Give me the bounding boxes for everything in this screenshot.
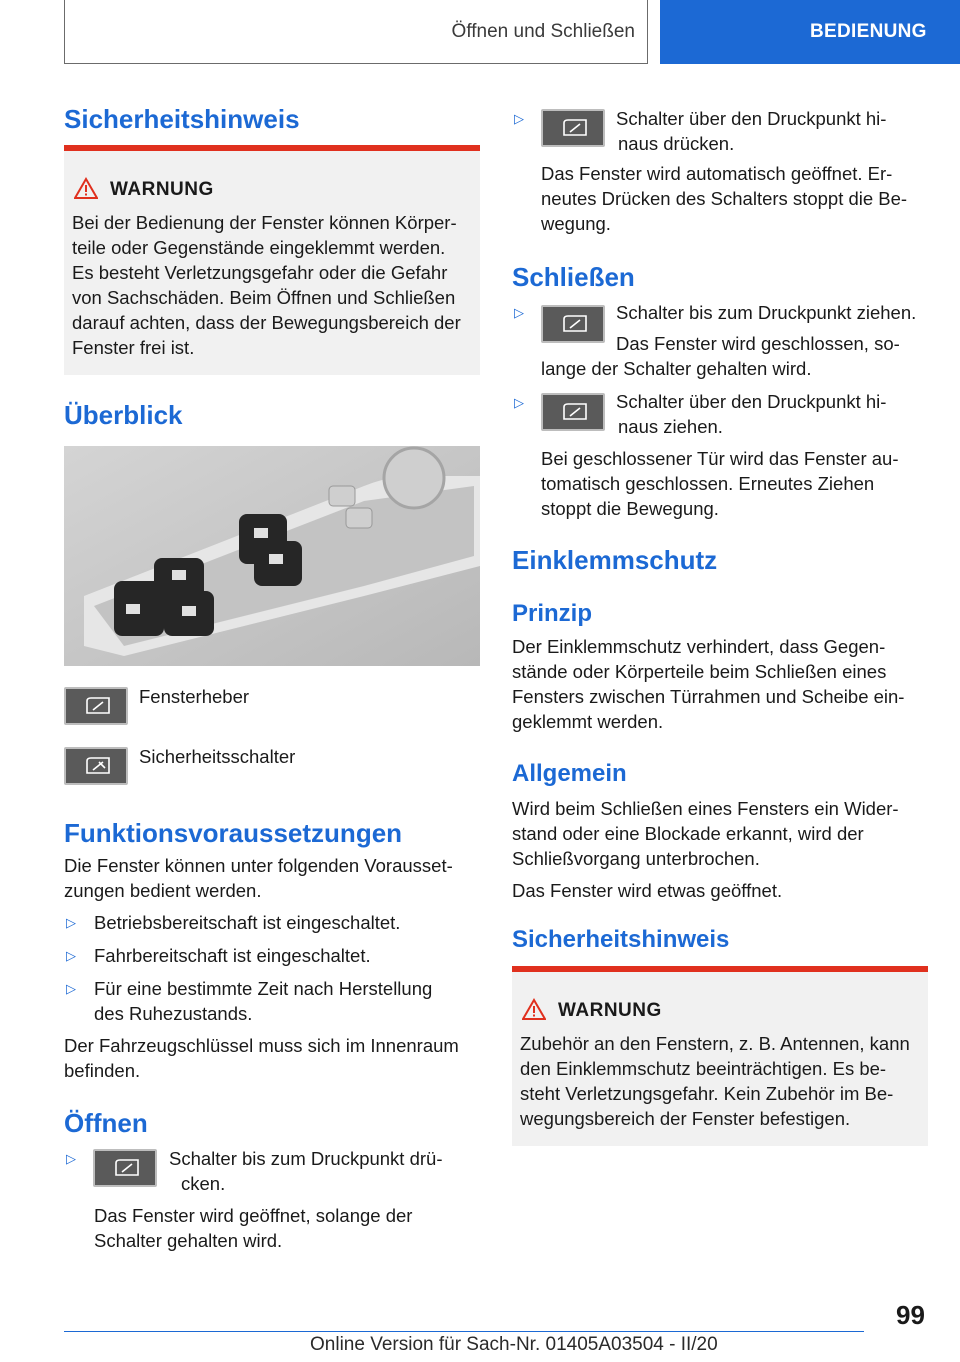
warning-line: Bei der Bedienung der Fenster können Körper- bbox=[72, 212, 457, 233]
close-item-1-note: lange der Schalter gehalten wird. bbox=[541, 358, 812, 379]
close-item-2 bbox=[616, 389, 886, 439]
header-section-title: Öffnen und Schließen bbox=[451, 20, 635, 42]
bullet-arrow-icon: ▷ bbox=[514, 111, 524, 126]
footer-online-version: Online Version für Sach-Nr. 01405A03504 - II/20 bbox=[310, 1334, 718, 1355]
warning-triangle-icon bbox=[522, 998, 546, 1020]
warning-box-1 bbox=[64, 145, 480, 375]
func-intro bbox=[64, 853, 480, 903]
window-lifter-icon bbox=[541, 109, 605, 147]
text-line: Fensters zwischen Türrahmen und Scheibe ein- bbox=[512, 686, 905, 707]
warning-text bbox=[520, 1031, 924, 1131]
heading-pinch-protection: Einklemmschutz bbox=[512, 545, 718, 575]
text-line: stand oder eine Blockade erkannt, wird der bbox=[512, 823, 864, 844]
text-line: Der Fahrzeugschlüssel muss sich im Innenraum bbox=[64, 1035, 459, 1056]
warning-triangle-icon bbox=[74, 177, 98, 199]
heading-safety-2: Sicherheitshinweis bbox=[512, 926, 730, 953]
text-line: Schalter gehalten wird. bbox=[94, 1230, 283, 1251]
safety-switch-icon bbox=[64, 747, 128, 785]
heading-overview: Überblick bbox=[64, 400, 183, 430]
text-line: Schließvorgang unterbrochen. bbox=[512, 848, 760, 869]
heading-principle: Prinzip bbox=[512, 600, 593, 627]
window-lifter-icon bbox=[541, 305, 605, 343]
text-line: Wird beim Schließen eines Fensters ein Wider- bbox=[512, 798, 899, 819]
text-line: naus ziehen. bbox=[618, 416, 723, 437]
open-item-1-note bbox=[94, 1203, 412, 1253]
warning-line: Zubehör an den Fenstern, z. B. Antennen, kann bbox=[520, 1033, 910, 1054]
text-line: stoppt die Bewegung. bbox=[541, 498, 719, 519]
header-chapter-title: BEDIENUNG bbox=[810, 21, 927, 42]
text-line: tomatisch geschlossen. Erneutes Ziehen bbox=[541, 473, 875, 494]
window-lifter-icon bbox=[93, 1149, 157, 1187]
warning-line: Fenster frei ist. bbox=[72, 337, 195, 358]
text-line: Schalter über den Druckpunkt hi- bbox=[616, 108, 887, 129]
heading-general: Allgemein bbox=[512, 760, 627, 787]
text-line: Für eine bestimmte Zeit nach Herstellung bbox=[94, 978, 433, 999]
warning-line: darauf achten, dass der Bewegungsbereich der bbox=[72, 312, 461, 333]
func-item-1: Betriebsbereitschaft ist eingeschaltet. bbox=[94, 912, 401, 933]
func-note bbox=[64, 1033, 480, 1083]
func-item-2: Fahrbereitschaft ist eingeschaltet. bbox=[94, 945, 371, 966]
text-line: Schalter bis zum Druckpunkt drü- bbox=[169, 1148, 443, 1169]
text-line: Das Fenster wird geschlossen, so- bbox=[616, 333, 900, 354]
bullet-arrow-icon: ▷ bbox=[514, 305, 524, 320]
general-text bbox=[512, 796, 928, 871]
text-line: neutes Drücken des Schalters stoppt die Be- bbox=[541, 188, 908, 209]
warning-line: den Einklemmschutz beeinträchtigen. Es be- bbox=[520, 1058, 887, 1079]
text-line: cken. bbox=[181, 1173, 226, 1194]
open-item-2-note bbox=[541, 161, 907, 236]
window-lifter-icon bbox=[64, 687, 128, 725]
func-item-3 bbox=[94, 976, 432, 1026]
warning-box-2 bbox=[512, 966, 928, 1146]
warning-label: WARNUNG bbox=[110, 179, 214, 200]
text-line: Der Einklemmschutz verhindert, dass Gegen- bbox=[512, 636, 886, 657]
warning-line: teile oder Gegenstände eingeklemmt werden. bbox=[72, 237, 446, 258]
text-line: Schalter über den Druckpunkt hi- bbox=[616, 391, 887, 412]
heading-close: Schließen bbox=[512, 262, 635, 292]
warning-line: steht Verletzungsgefahr. Kein Zubehör im Be- bbox=[520, 1083, 894, 1104]
text-line: naus drücken. bbox=[618, 133, 735, 154]
open-item-2 bbox=[616, 106, 886, 156]
warning-label: WARNUNG bbox=[558, 1000, 662, 1021]
open-item-1 bbox=[169, 1146, 443, 1196]
bullet-arrow-icon: ▷ bbox=[66, 1151, 76, 1166]
close-item-1 bbox=[616, 300, 916, 356]
text-line: Schalter bis zum Druckpunkt ziehen. bbox=[616, 302, 917, 323]
bullet-arrow-icon: ▷ bbox=[66, 915, 76, 930]
general-text-2: Das Fenster wird etwas geöffnet. bbox=[512, 880, 783, 901]
window-switch-photo bbox=[64, 446, 480, 666]
text-line: Bei geschlossener Tür wird das Fenster au- bbox=[541, 448, 899, 469]
heading-functions: Funktionsvoraussetzungen bbox=[64, 818, 403, 848]
footer-rule bbox=[64, 1331, 864, 1332]
text-line: wegung. bbox=[541, 213, 611, 234]
bullet-arrow-icon: ▷ bbox=[514, 395, 524, 410]
principle-text bbox=[512, 634, 928, 734]
text-line: Das Fenster wird geöffnet, solange der bbox=[94, 1205, 413, 1226]
header-section-box bbox=[64, 0, 648, 64]
warning-line: Es besteht Verletzungsgefahr oder die Gefahr bbox=[72, 262, 448, 283]
page-number: 99 bbox=[896, 1300, 925, 1330]
text-line: stände oder Körperteile beim Schließen eines bbox=[512, 661, 887, 682]
heading-open: Öffnen bbox=[64, 1108, 148, 1138]
warning-line: von Sachschäden. Beim Öffnen und Schließen bbox=[72, 287, 456, 308]
close-item-2-note bbox=[541, 446, 899, 521]
window-lifter-icon bbox=[541, 393, 605, 431]
header-chapter-tab bbox=[660, 0, 960, 64]
warning-text bbox=[72, 210, 476, 360]
text-line: Das Fenster wird automatisch geöffnet. Er- bbox=[541, 163, 893, 184]
text-line: geklemmt werden. bbox=[512, 711, 664, 732]
text-line: befinden. bbox=[64, 1060, 141, 1081]
warning-line: wegungsbereich der Fenster befestigen. bbox=[520, 1108, 851, 1129]
legend-window-lifter: Fensterheber bbox=[139, 686, 250, 707]
text-line: des Ruhezustands. bbox=[94, 1003, 253, 1024]
bullet-arrow-icon: ▷ bbox=[66, 981, 76, 996]
text-line: Die Fenster können unter folgenden Vorausset- bbox=[64, 855, 453, 876]
bullet-arrow-icon: ▷ bbox=[66, 948, 76, 963]
legend-safety-switch: Sicherheitsschalter bbox=[139, 746, 296, 767]
heading-safety: Sicherheitshinweis bbox=[64, 104, 300, 134]
text-line: zungen bedient werden. bbox=[64, 880, 262, 901]
